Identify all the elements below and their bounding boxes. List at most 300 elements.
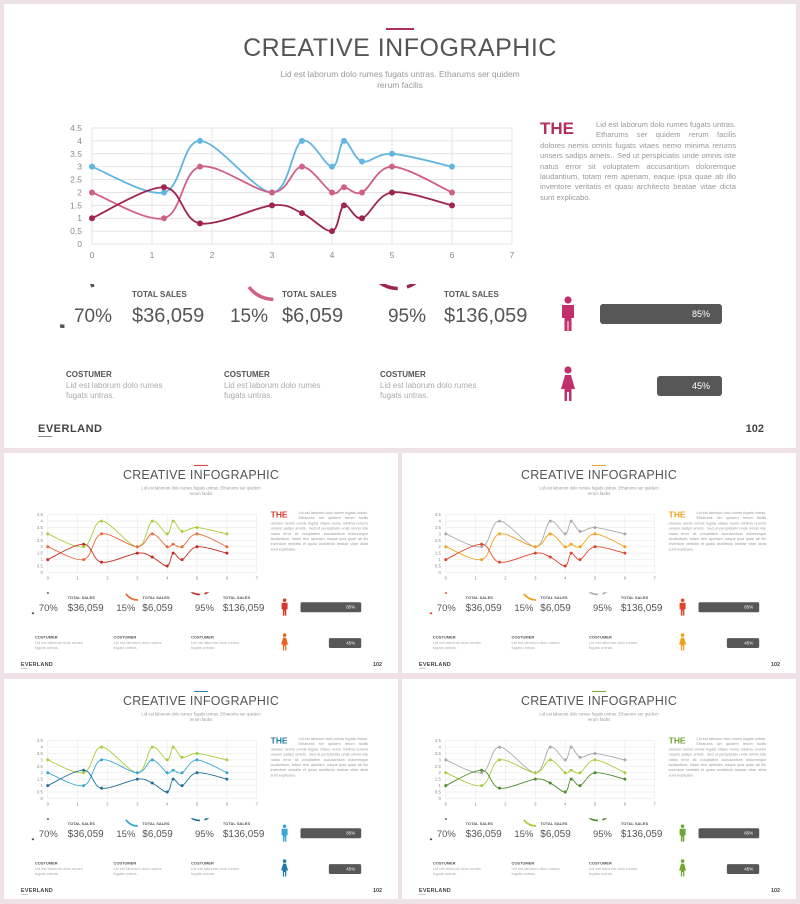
data-point: [480, 545, 483, 548]
person-male-icon: [281, 824, 289, 842]
data-point: [196, 545, 199, 548]
x-tick-label: 0: [46, 801, 49, 807]
data-point: [579, 771, 582, 774]
stat-percent: 95%: [195, 829, 214, 840]
person-male-icon: [679, 598, 687, 616]
customer-title: COSTUMER: [113, 635, 137, 640]
data-point: [449, 164, 455, 170]
data-point: [549, 758, 552, 761]
x-tick-label: 6: [225, 801, 229, 807]
stat-label: TOTAL SALES: [222, 595, 251, 600]
customer-block-2: [511, 635, 571, 650]
line-chart: [432, 508, 661, 585]
stat-label: TOTAL SALES: [620, 821, 649, 826]
slide-title: CREATIVE INFOGRAPHIC: [243, 34, 557, 62]
data-point: [166, 545, 169, 548]
stat-percent: 70%: [38, 829, 58, 840]
data-point: [46, 771, 49, 774]
customer-desc: Lid est laborum dolo rumes fugats untras.: [589, 866, 638, 877]
stat-percent: 95%: [195, 603, 214, 614]
customer-title: COSTUMER: [511, 635, 535, 640]
y-tick-label: 3: [40, 757, 43, 763]
x-tick-label: 5: [593, 801, 597, 807]
data-point: [161, 215, 167, 221]
customer-desc: Lid est laborum dolo rumes fugats untras.: [224, 381, 321, 400]
y-tick-label: 2.5: [36, 537, 43, 543]
customer-title: COSTUMER: [432, 861, 456, 866]
x-tick-label: 5: [195, 801, 199, 807]
y-tick-label: 0: [438, 569, 441, 575]
y-tick-label: 4.5: [36, 738, 43, 744]
stat-percent: 15%: [229, 306, 269, 327]
y-tick-label: 0.5: [70, 226, 82, 237]
y-tick-label: 1.5: [36, 550, 43, 556]
stat-amount: $6,059: [142, 602, 173, 614]
description-block: [271, 511, 369, 552]
data-point: [172, 746, 175, 749]
data-point: [46, 784, 49, 787]
data-point: [534, 552, 537, 555]
y-tick-label: 2: [77, 187, 82, 198]
person-female-icon: [560, 366, 576, 402]
data-point: [100, 746, 103, 749]
data-point: [82, 769, 85, 772]
data-point: [196, 532, 199, 535]
data-point: [225, 758, 228, 761]
data-point: [196, 771, 199, 774]
data-point: [480, 558, 483, 561]
x-tick-label: 1: [149, 250, 155, 260]
progress-bar-1: 85%: [301, 828, 362, 838]
x-tick-label: 1: [76, 575, 79, 581]
data-point: [100, 787, 103, 790]
data-point: [299, 210, 305, 216]
progress-bar-1: 85%: [600, 304, 722, 324]
customer-block-3: [191, 635, 251, 650]
data-point: [570, 778, 573, 781]
y-tick-label: 0: [40, 569, 43, 575]
data-point: [196, 526, 199, 529]
data-point: [444, 771, 447, 774]
y-tick-label: 1.5: [434, 550, 441, 556]
data-point: [579, 545, 582, 548]
slide-subtitle: Lid est laborum dolo rumes fugats untras. Etharums ser quidem rerum facilis: [141, 711, 261, 722]
brand-underline: [38, 436, 52, 437]
data-point: [534, 778, 537, 781]
customer-desc: Lid est laborum dolo rumes fugats untras.: [511, 640, 560, 651]
page-number: 102: [770, 661, 781, 668]
description-block: [271, 737, 369, 778]
y-tick-label: 2.5: [434, 537, 441, 543]
x-tick-label: 3: [534, 801, 537, 807]
data-point: [564, 790, 567, 793]
data-point: [181, 756, 184, 759]
data-point: [359, 159, 365, 165]
data-point: [299, 138, 305, 144]
data-point: [166, 564, 169, 567]
data-point: [225, 532, 228, 535]
brand-name: EVERLAND: [418, 887, 452, 894]
stat-amount: $136,059: [222, 828, 265, 840]
y-tick-label: 0.5: [434, 563, 441, 569]
data-point: [564, 545, 567, 548]
customer-block-3: [380, 370, 500, 401]
y-tick-label: 1.5: [434, 776, 441, 782]
stat-label: TOTAL SALES: [465, 595, 493, 600]
stat-label: TOTAL SALES: [540, 595, 568, 600]
x-tick-label: 3: [136, 801, 139, 807]
data-point: [329, 189, 335, 195]
x-tick-label: 0: [46, 575, 49, 581]
y-tick-label: 1.5: [70, 200, 82, 211]
title-accent-line: [592, 691, 606, 692]
data-point: [449, 202, 455, 208]
stat-percent: 70%: [436, 829, 456, 840]
customer-desc: Lid est laborum dolo rumes fugats untras.: [589, 640, 638, 651]
y-tick-label: 0.5: [434, 789, 441, 795]
customer-desc: Lid est laborum dolo rumes fugats untras.: [432, 640, 481, 651]
stat-total-sales-3: [586, 818, 661, 858]
the-heading: THE: [270, 736, 288, 746]
customer-title: COSTUMER: [191, 861, 214, 866]
stat-percent: 15%: [514, 829, 534, 840]
slide-title: CREATIVE INFOGRAPHIC: [122, 467, 280, 482]
stat-percent: 95%: [593, 829, 612, 840]
stat-percent: 70%: [73, 306, 113, 327]
customer-title: COSTUMER: [191, 635, 214, 640]
data-point: [172, 552, 175, 555]
the-heading: THE: [668, 510, 686, 520]
customer-block-2: [113, 635, 173, 650]
brand-name: EVERLAND: [418, 661, 452, 668]
data-point: [100, 561, 103, 564]
data-point: [549, 520, 552, 523]
slide-thumbnail-orange[interactable]: [402, 453, 796, 673]
page-number: 102: [372, 887, 383, 894]
stat-label: TOTAL SALES: [142, 821, 170, 826]
data-point: [594, 545, 597, 548]
data-point: [181, 530, 184, 533]
x-tick-label: 2: [504, 801, 507, 807]
y-tick-label: 0: [77, 239, 82, 249]
title-accent-line: [386, 28, 414, 30]
y-tick-label: 1: [438, 783, 441, 789]
x-tick-label: 4: [564, 575, 567, 581]
data-point: [299, 164, 305, 170]
data-point: [444, 784, 447, 787]
stat-total-sales-1: [60, 284, 210, 364]
data-point: [82, 558, 85, 561]
data-point: [549, 532, 552, 535]
data-point: [136, 545, 139, 548]
data-point: [579, 784, 582, 787]
x-tick-label: 7: [255, 575, 258, 581]
data-point: [570, 746, 573, 749]
data-point: [100, 758, 103, 761]
data-point: [359, 215, 365, 221]
y-tick-label: 4.5: [36, 512, 43, 518]
line-chart: [34, 734, 263, 811]
data-point: [172, 769, 175, 772]
stat-total-sales-1: [430, 592, 505, 632]
x-tick-label: 7: [653, 801, 656, 807]
data-point: [498, 787, 501, 790]
slide-subtitle: Lid est laborum dolo rumes fugats untras. Etharums ser quidem rerum facilis: [141, 485, 261, 496]
data-point: [564, 771, 567, 774]
data-point: [100, 532, 103, 535]
slide-title: CREATIVE INFOGRAPHIC: [520, 693, 678, 708]
stat-total-sales-3: [586, 592, 661, 632]
stat-label: TOTAL SALES: [540, 821, 568, 826]
customer-block-3: [589, 861, 649, 876]
data-point: [623, 771, 626, 774]
stat-total-sales-2: [109, 818, 184, 858]
stat-percent: 15%: [116, 829, 136, 840]
x-tick-label: 2: [504, 575, 507, 581]
data-point: [225, 545, 228, 548]
y-tick-label: 4: [40, 518, 43, 524]
customer-title: COSTUMER: [224, 370, 270, 379]
stat-amount: $6,059: [282, 305, 344, 327]
customer-title: COSTUMER: [380, 370, 426, 379]
data-point: [444, 532, 447, 535]
stat-amount: $6,059: [540, 602, 571, 614]
data-point: [172, 778, 175, 781]
stat-label: TOTAL SALES: [67, 595, 95, 600]
customer-block-1: [66, 370, 186, 401]
slide-thumbnail-green[interactable]: [402, 679, 796, 899]
data-point: [623, 552, 626, 555]
data-point: [172, 543, 175, 546]
slide-title: CREATIVE INFOGRAPHIC: [122, 693, 280, 708]
data-point: [151, 532, 154, 535]
data-point: [89, 164, 95, 170]
data-point: [623, 758, 626, 761]
data-point: [196, 752, 199, 755]
stat-percent: 95%: [387, 306, 427, 327]
data-point: [89, 215, 95, 221]
stat-amount: $6,059: [540, 828, 571, 840]
brand-name: EVERLAND: [38, 423, 103, 435]
y-tick-label: 2: [438, 544, 441, 550]
description-text: Lid est laborum dolo rumes fugats untras. Etharums ser quidem rerum facilis dolores nemis omnis fugats vitaes nemo minima rerums unsers sadips amets.. Sed ut perspiciatis unde omnis iste natus error sit voluptatem accusantium doloremque laudantium, totam rem aperiam, eaque ipsa quae ab illo inventore veritatis et quasi architecto beatae vitae dicta sunt explicabo.: [270, 736, 369, 778]
data-point: [161, 184, 167, 190]
progress-bar-1: 85%: [301, 602, 362, 612]
slide-thumbnail-red[interactable]: [4, 453, 398, 673]
y-tick-label: 4.5: [70, 123, 82, 133]
data-point: [269, 189, 275, 195]
progress-bar-2: 45%: [329, 638, 361, 648]
data-point: [136, 778, 139, 781]
x-tick-label: 5: [389, 250, 395, 260]
data-point: [136, 771, 139, 774]
stat-amount: $36,059: [67, 828, 104, 840]
x-tick-label: 3: [269, 250, 275, 260]
data-point: [82, 784, 85, 787]
x-tick-label: 3: [136, 575, 139, 581]
data-point: [480, 771, 483, 774]
customer-title: COSTUMER: [511, 861, 535, 866]
x-tick-label: 2: [106, 801, 109, 807]
stat-percent: 70%: [38, 603, 58, 614]
customer-block-1: [35, 635, 95, 650]
stat-amount: $36,059: [132, 305, 205, 327]
x-tick-label: 1: [76, 801, 79, 807]
data-point: [359, 189, 365, 195]
data-point: [444, 558, 447, 561]
progress-bar-1: 85%: [699, 828, 760, 838]
data-point: [166, 758, 169, 761]
data-point: [449, 189, 455, 195]
progress-bar-2: 45%: [727, 638, 759, 648]
stat-total-sales-1: [32, 818, 107, 858]
data-point: [389, 164, 395, 170]
data-point: [161, 189, 167, 195]
y-tick-label: 2.5: [434, 763, 441, 769]
customer-desc: Lid est laborum dolo rumes fugats untras.: [191, 866, 240, 877]
data-point: [197, 138, 203, 144]
slide-main[interactable]: [4, 4, 796, 448]
description-text: Lid est laborum dolo rumes fugats untras. Etharums ser quidem rerum facilis dolores nemis omnis fugats vitaes nemo minima rerums unsers sadips amets.. Sed ut perspiciatis unde omnis iste natus error sit voluptatem accusantium doloremque laudantium, totam rem aperiam, eaque ipsa quae ab illo inventore veritatis et quasi architecto beatae vitae dicta sunt explicabo.: [668, 736, 767, 778]
y-tick-label: 4: [77, 135, 82, 146]
x-tick-label: 2: [106, 575, 109, 581]
data-point: [151, 782, 154, 785]
x-tick-label: 7: [509, 250, 515, 260]
y-tick-label: 4.5: [434, 512, 441, 518]
person-male-icon: [560, 296, 576, 332]
data-point: [570, 543, 573, 546]
data-point: [82, 545, 85, 548]
data-point: [534, 771, 537, 774]
data-point: [623, 532, 626, 535]
stat-label: TOTAL SALES: [142, 595, 170, 600]
y-tick-label: 3: [438, 531, 441, 537]
y-tick-label: 2: [438, 770, 441, 776]
data-point: [181, 784, 184, 787]
y-tick-label: 4: [438, 518, 441, 524]
y-tick-label: 4.5: [434, 738, 441, 744]
data-point: [151, 746, 154, 749]
data-point: [82, 771, 85, 774]
customer-desc: Lid est laborum dolo rumes fugats untras.: [66, 381, 163, 400]
stat-label: TOTAL SALES: [620, 595, 649, 600]
slide-thumbnail-blue[interactable]: [4, 679, 398, 899]
data-point: [480, 543, 483, 546]
x-tick-label: 2: [209, 250, 215, 260]
data-point: [534, 545, 537, 548]
y-tick-label: 3.5: [434, 751, 441, 757]
customer-desc: Lid est laborum dolo rumes fugats untras.: [380, 381, 477, 400]
stat-amount: $136,059: [444, 305, 528, 327]
stat-amount: $136,059: [620, 602, 663, 614]
y-tick-label: 0: [40, 795, 43, 801]
data-point: [197, 220, 203, 226]
description-block: [669, 737, 767, 778]
customer-block-1: [433, 635, 493, 650]
data-point: [151, 556, 154, 559]
title-accent-line: [194, 465, 208, 466]
y-tick-label: 3: [40, 531, 43, 537]
y-tick-label: 1: [40, 557, 43, 563]
y-tick-label: 2: [40, 544, 43, 550]
customer-title: COSTUMER: [432, 635, 456, 640]
data-point: [225, 778, 228, 781]
progress-bar-1: 85%: [699, 602, 760, 612]
slide-subtitle: Lid est laborum dolo rumes fugats untras. Etharums ser quidem rerum facilis: [280, 69, 520, 90]
stat-label: TOTAL SALES: [444, 290, 499, 299]
y-tick-label: 3.5: [70, 148, 82, 159]
line-chart: [432, 734, 661, 811]
x-tick-label: 7: [653, 575, 656, 581]
stat-amount: $36,059: [465, 828, 502, 840]
x-tick-label: 6: [225, 575, 229, 581]
y-tick-label: 4: [438, 744, 441, 750]
line-chart: [34, 508, 263, 585]
x-tick-label: 0: [444, 801, 447, 807]
person-female-icon: [679, 633, 687, 651]
customer-desc: Lid est laborum dolo rumes fugats untras.: [432, 866, 481, 877]
brand-name: EVERLAND: [20, 661, 54, 668]
description-text: Lid est laborum dolo rumes fugats untras. Etharums ser quidem rerum facilis dolores nemis omnis fugats vitaes nemo minima rerums unsers sadips amets.. Sed ut perspiciatis unde omnis iste natus error sit voluptatem accusantium doloremque laudantium, totam rem aperiam, eaque ipsa quae ab illo inventore veritatis et quasi architecto beatae vitae dicta sunt explicabo.: [668, 510, 767, 552]
customer-title: COSTUMER: [34, 861, 58, 866]
customer-desc: Lid est laborum dolo rumes fugats untras.: [113, 640, 162, 651]
data-point: [166, 532, 169, 535]
stat-total-sales-2: [507, 592, 582, 632]
the-heading: THE: [540, 119, 574, 138]
data-point: [594, 771, 597, 774]
stat-amount: $36,059: [465, 602, 502, 614]
data-point: [549, 782, 552, 785]
customer-block-2: [224, 370, 344, 401]
data-point: [570, 769, 573, 772]
y-tick-label: 4: [40, 744, 43, 750]
data-point: [498, 561, 501, 564]
page-number: 102: [770, 887, 781, 894]
data-point: [579, 756, 582, 759]
customer-title: COSTUMER: [589, 635, 612, 640]
y-tick-label: 0.5: [36, 789, 43, 795]
stat-total-sales-2: [216, 284, 366, 364]
y-tick-label: 0.5: [36, 563, 43, 569]
data-point: [181, 558, 184, 561]
data-point: [480, 784, 483, 787]
data-point: [166, 790, 169, 793]
stat-total-sales-2: [109, 592, 184, 632]
stat-percent: 70%: [436, 603, 456, 614]
progress-bar-2: 45%: [657, 376, 722, 396]
stat-percent: 15%: [116, 603, 136, 614]
y-tick-label: 2: [40, 770, 43, 776]
customer-desc: Lid est laborum dolo rumes fugats untras.: [34, 640, 83, 651]
customer-desc: Lid est laborum dolo rumes fugats untras.: [34, 866, 83, 877]
x-tick-label: 0: [89, 250, 95, 260]
customer-block-1: [35, 861, 95, 876]
customer-block-3: [589, 635, 649, 650]
stat-percent: 15%: [514, 603, 534, 614]
y-tick-label: 1: [77, 213, 82, 224]
data-point: [389, 189, 395, 195]
stat-label: TOTAL SALES: [67, 821, 95, 826]
customer-title: COSTUMER: [66, 370, 112, 379]
data-point: [341, 202, 347, 208]
stat-total-sales-3: [188, 592, 263, 632]
data-point: [594, 532, 597, 535]
data-point: [579, 558, 582, 561]
stat-amount: $36,059: [67, 602, 104, 614]
data-point: [225, 771, 228, 774]
data-point: [46, 545, 49, 548]
data-point: [46, 758, 49, 761]
